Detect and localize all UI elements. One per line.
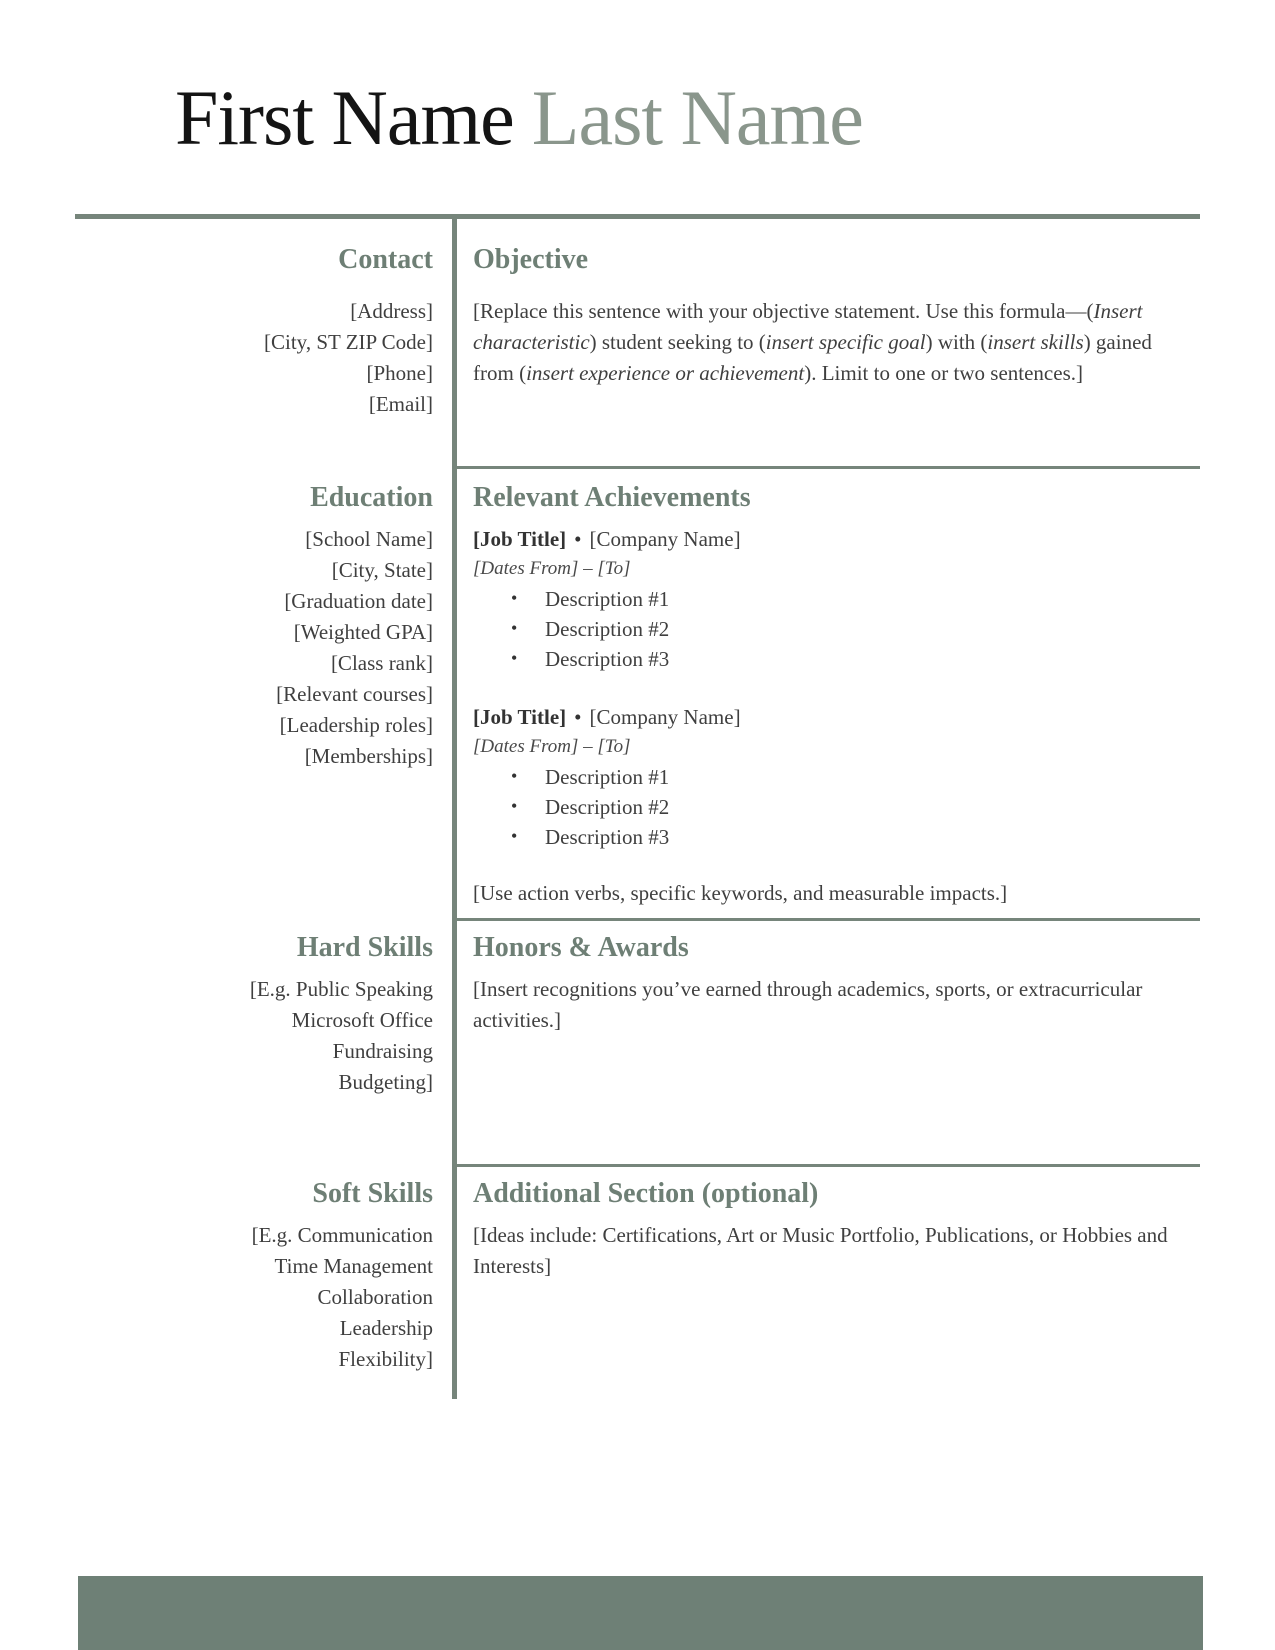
education-section — [78, 478, 433, 772]
job-dates-placeholder[interactable]: [Dates From] – [To] — [473, 736, 631, 757]
hard-skill-item[interactable]: Microsoft Office — [291, 1008, 433, 1032]
bullet-icon: • — [511, 618, 518, 638]
class-rank-placeholder[interactable]: [Class rank] — [330, 651, 433, 675]
soft-skills-section — [78, 1174, 433, 1375]
sidebar-column — [78, 0, 433, 1650]
honors-section — [473, 928, 1200, 1036]
soft-skills-heading: Soft Skills — [312, 1178, 433, 1209]
email-placeholder[interactable]: [Email] — [368, 392, 433, 416]
job-entry — [473, 524, 1200, 674]
soft-skill-item[interactable]: Collaboration — [317, 1285, 433, 1309]
achievements-heading: Relevant Achievements — [473, 482, 751, 513]
footer-bar — [78, 1576, 1203, 1650]
job-title-line[interactable] — [473, 524, 1200, 554]
contact-heading: Contact — [338, 244, 433, 275]
bullet-icon: • — [511, 796, 518, 816]
additional-section — [473, 1174, 1200, 1282]
school-name-placeholder[interactable]: [School Name] — [305, 527, 433, 551]
city-state-placeholder[interactable]: [City, State] — [331, 558, 433, 582]
honors-heading: Honors & Awards — [473, 932, 689, 963]
objective-section — [473, 240, 1200, 389]
weighted-gpa-placeholder[interactable]: [Weighted GPA] — [293, 620, 433, 644]
contact-section — [78, 240, 433, 420]
hard-skills-section — [78, 928, 433, 1098]
additional-body-placeholder[interactable]: [Ideas include: Certifications, Art or Music Portfolio, Publications, or Hobbies and Interests] — [473, 1223, 1168, 1278]
job-description-item[interactable]: • Description #1 — [473, 762, 1200, 792]
phone-placeholder[interactable]: [Phone] — [366, 361, 433, 385]
main-column — [473, 0, 1200, 1650]
hard-skill-item[interactable]: [E.g. Public Speaking — [249, 977, 433, 1001]
hard-skills-items — [78, 974, 433, 1098]
soft-skill-item[interactable]: Time Management — [274, 1254, 433, 1278]
job-title-line[interactable] — [473, 702, 1200, 732]
additional-heading: Additional Section (optional) — [473, 1178, 819, 1209]
address-placeholder[interactable]: [Address] — [350, 299, 433, 323]
column-divider-rule — [452, 219, 457, 1399]
job-description-item[interactable]: • Description #3 — [473, 822, 1200, 852]
job-title-placeholder[interactable]: [Job Title] — [473, 705, 567, 729]
bullet-icon: • — [511, 766, 518, 786]
job-description-item[interactable]: • Description #1 — [473, 584, 1200, 614]
bullet-icon: • — [511, 588, 518, 608]
job-title-placeholder[interactable]: [Job Title] — [473, 527, 567, 551]
soft-skill-item[interactable]: Flexibility] — [338, 1347, 433, 1371]
job-dates-placeholder[interactable]: [Dates From] – [To] — [473, 558, 631, 579]
company-name-placeholder[interactable]: [Company Name] — [589, 527, 741, 551]
education-items — [78, 524, 433, 772]
job-separator: • — [574, 527, 582, 551]
soft-skill-item[interactable]: [E.g. Communication — [251, 1223, 433, 1247]
relevant-courses-placeholder[interactable]: [Relevant courses] — [276, 682, 433, 706]
objective-statement-placeholder[interactable]: [Replace this sentence with your objective statement. Use this formula—(Insert characteristic) student seeking to (insert specific goal) with (insert skills) gained from (insert experience or achievement). Limit to one or two sentences.] — [473, 299, 1152, 385]
hard-skills-heading: Hard Skills — [296, 932, 433, 963]
first-name-placeholder[interactable]: First Name — [175, 74, 514, 161]
objective-heading: Objective — [473, 244, 589, 275]
bullet-icon: • — [511, 826, 518, 846]
achievements-section — [473, 478, 1200, 909]
soft-skills-items — [78, 1220, 433, 1375]
job-description-item[interactable]: • Description #2 — [473, 614, 1200, 644]
last-name-placeholder[interactable]: Last Name — [531, 74, 863, 161]
hard-skill-item[interactable]: Budgeting] — [338, 1070, 433, 1094]
job-description-item[interactable]: • Description #3 — [473, 644, 1200, 674]
city-zip-placeholder[interactable]: [City, ST ZIP Code] — [264, 330, 433, 354]
honors-body-placeholder[interactable]: [Insert recognitions you’ve earned through academics, sports, or extracurricular activities.] — [473, 977, 1143, 1032]
education-heading: Education — [310, 482, 433, 513]
job-separator: • — [574, 705, 582, 729]
leadership-roles-placeholder[interactable]: [Leadership roles] — [279, 713, 433, 737]
hard-skill-item[interactable]: Fundraising — [332, 1039, 433, 1063]
achievements-tip-placeholder[interactable]: [Use action verbs, specific keywords, and measurable impacts.] — [473, 881, 1008, 905]
graduation-date-placeholder[interactable]: [Graduation date] — [284, 589, 433, 613]
contact-items — [78, 296, 433, 420]
company-name-placeholder[interactable]: [Company Name] — [589, 705, 741, 729]
job-description-item[interactable]: • Description #2 — [473, 792, 1200, 822]
job-entry — [473, 702, 1200, 852]
bullet-icon: • — [511, 648, 518, 668]
soft-skill-item[interactable]: Leadership — [339, 1316, 433, 1340]
memberships-placeholder[interactable]: [Memberships] — [304, 744, 433, 768]
